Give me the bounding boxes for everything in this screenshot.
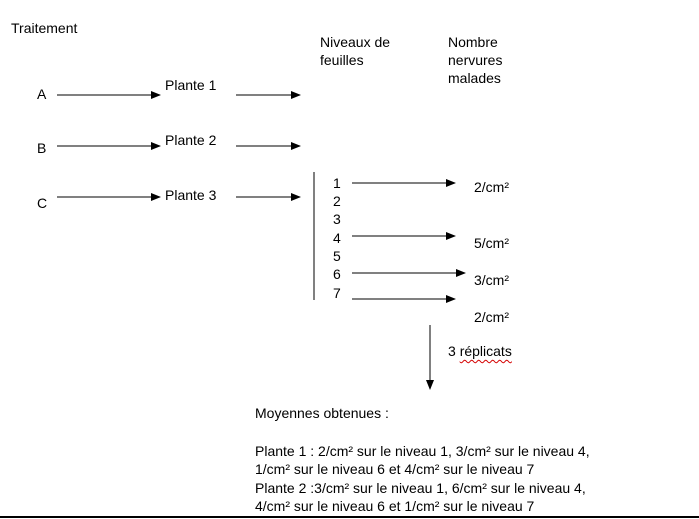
level-label-4: 4 bbox=[333, 230, 341, 246]
level-label-6: 6 bbox=[333, 266, 341, 282]
level-label-3: 3 bbox=[333, 211, 341, 227]
header-sick-veins-line-3: malades bbox=[448, 70, 501, 86]
treatment-label-b: B bbox=[37, 140, 47, 156]
replicates-word: réplicats bbox=[459, 343, 512, 359]
measurement-level-6: 3/cm² bbox=[474, 272, 509, 288]
header-leaf-levels-line-1: Niveaux de bbox=[320, 34, 391, 50]
header-sick-veins-line-2: nervures bbox=[448, 52, 503, 68]
treatment-label-a: A bbox=[37, 86, 47, 102]
replicates-label bbox=[448, 343, 512, 360]
results-line-3: Plante 2 :3/cm² sur le niveau 1, 6/cm² sur le niveau 4, bbox=[255, 480, 586, 496]
measurement-level-7: 2/cm² bbox=[474, 309, 509, 325]
plant-label-1: Plante 1 bbox=[165, 77, 217, 93]
plant-label-2: Plante 2 bbox=[165, 132, 217, 148]
results-line-1: Plante 1 : 2/cm² sur le niveau 1, 3/cm² sur le niveau 4, bbox=[255, 443, 590, 459]
plant-label-3: Plante 3 bbox=[165, 187, 217, 203]
level-label-5: 5 bbox=[333, 248, 341, 264]
results-title: Moyennes obtenues : bbox=[255, 405, 389, 421]
results-line-4: 4/cm² sur le niveau 6 et 1/cm² sur le niveau 7 bbox=[255, 498, 535, 514]
level-label-7: 7 bbox=[333, 285, 341, 301]
measurement-level-4: 5/cm² bbox=[474, 235, 509, 251]
header-treatment: Traitement bbox=[11, 20, 78, 36]
replicates-count: 3 bbox=[448, 343, 456, 359]
bottom-border-line bbox=[0, 516, 699, 518]
level-label-1: 1 bbox=[333, 175, 341, 191]
level-label-2: 2 bbox=[333, 193, 341, 209]
header-sick-veins-line-1: Nombre bbox=[448, 34, 498, 50]
treatment-label-c: C bbox=[37, 195, 48, 211]
measurement-level-1: 2/cm² bbox=[474, 179, 509, 195]
header-leaf-levels-line-2: feuilles bbox=[320, 52, 364, 68]
results-line-2: 1/cm² sur le niveau 6 et 4/cm² sur le niveau 7 bbox=[255, 461, 535, 477]
